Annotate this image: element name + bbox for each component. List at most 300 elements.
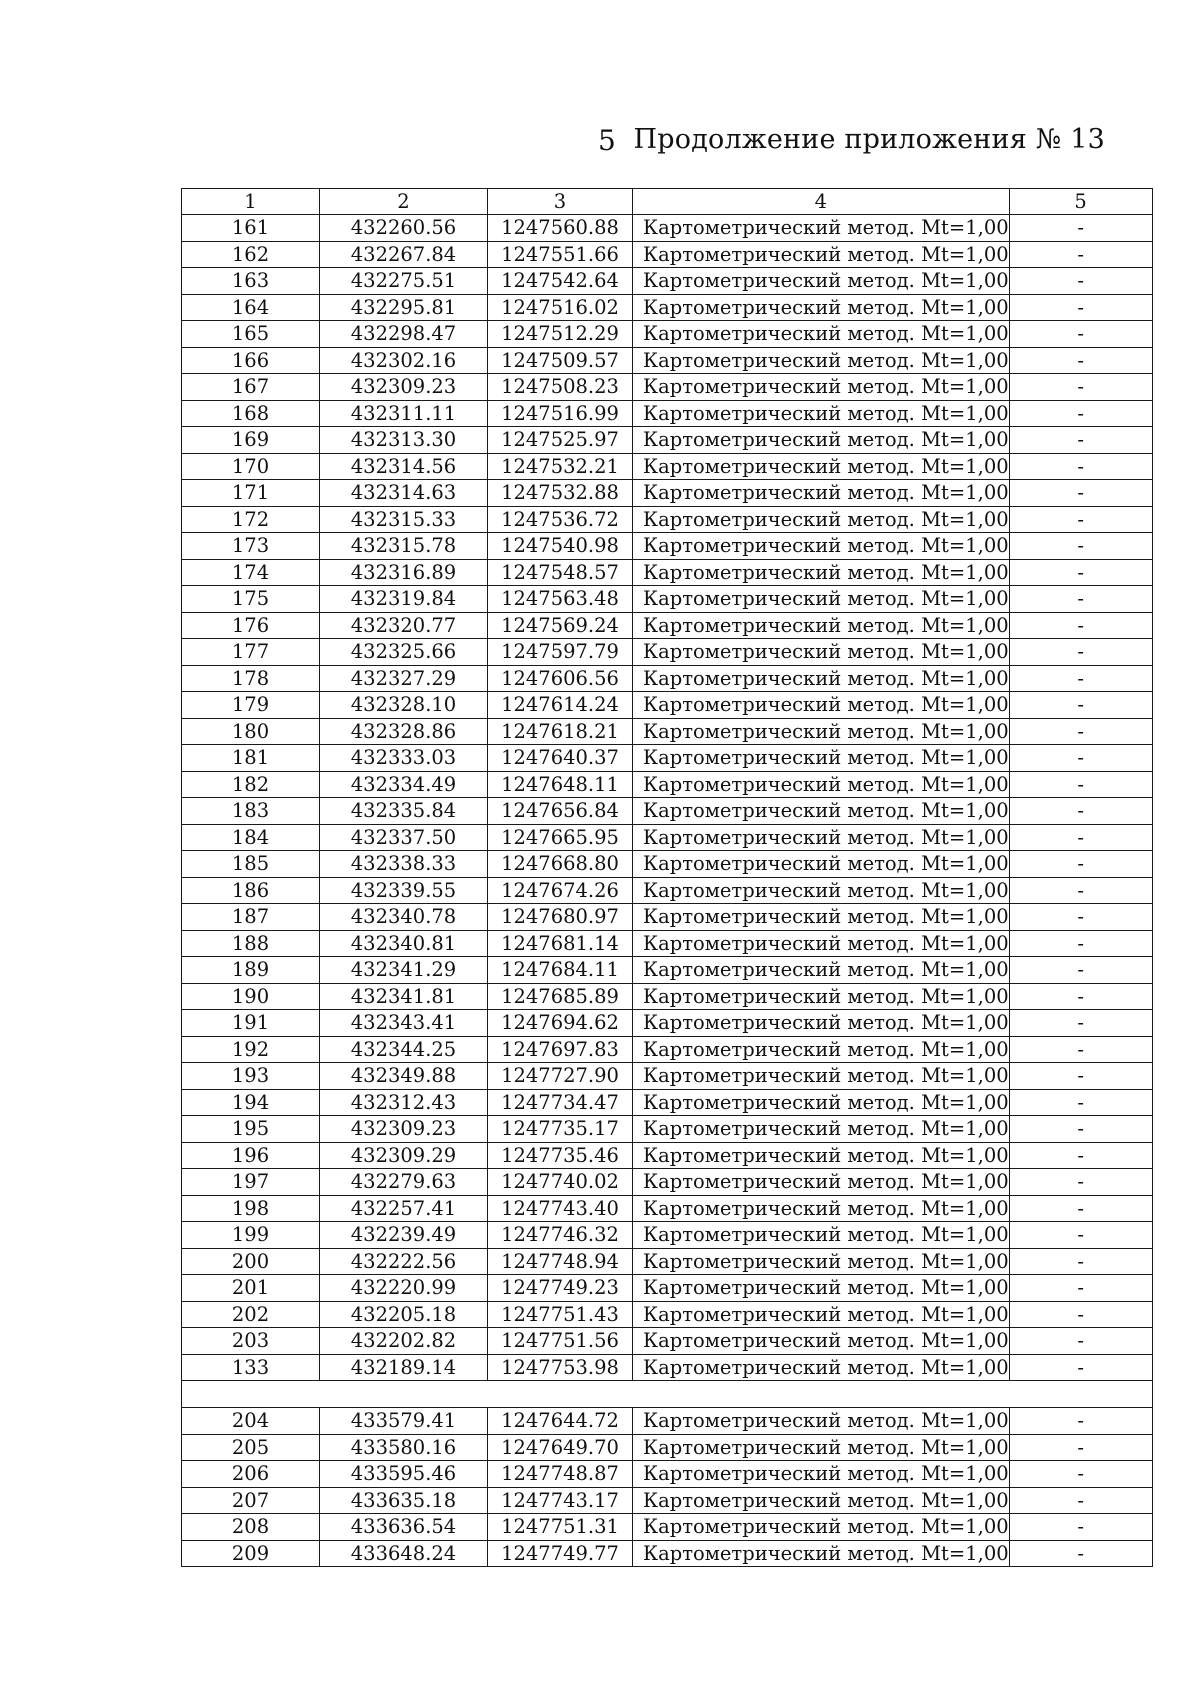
coord-y: 1247606.56	[488, 665, 633, 692]
coord-y: 1247532.88	[488, 480, 633, 507]
coord-y: 1247668.80	[488, 851, 633, 878]
method-description: Картометрический метод. Mt=1,00	[633, 692, 1010, 719]
coord-y: 1247734.47	[488, 1089, 633, 1116]
table-row	[182, 1116, 1153, 1143]
point-number: 208	[182, 1514, 320, 1541]
table-row	[182, 374, 1153, 401]
group-separator-cell	[182, 1381, 1153, 1408]
coord-y: 1247516.99	[488, 400, 633, 427]
point-number: 181	[182, 745, 320, 772]
page-header: Продолжение приложения № 13	[633, 124, 1105, 155]
extra-value: -	[1009, 665, 1152, 692]
extra-value: -	[1009, 745, 1152, 772]
point-number: 169	[182, 427, 320, 454]
table-row	[182, 586, 1153, 613]
extra-value: -	[1009, 1487, 1152, 1514]
method-description: Картометрический метод. Mt=1,00	[633, 268, 1010, 295]
point-number: 163	[182, 268, 320, 295]
method-description: Картометрический метод. Mt=1,00	[633, 1063, 1010, 1090]
coord-y: 1247614.24	[488, 692, 633, 719]
table-row	[182, 877, 1153, 904]
coord-y: 1247656.84	[488, 798, 633, 825]
table-row	[182, 241, 1153, 268]
table-row	[182, 639, 1153, 666]
coord-x: 432309.23	[320, 1116, 488, 1143]
coord-y: 1247753.98	[488, 1354, 633, 1381]
extra-value: -	[1009, 1408, 1152, 1435]
point-number: 175	[182, 586, 320, 613]
coord-y: 1247509.57	[488, 347, 633, 374]
coord-x: 432320.77	[320, 612, 488, 639]
table-row	[182, 1089, 1153, 1116]
table-row	[182, 347, 1153, 374]
method-description: Картометрический метод. Mt=1,00	[633, 1142, 1010, 1169]
point-number: 204	[182, 1408, 320, 1435]
coord-y: 1247743.40	[488, 1195, 633, 1222]
coord-y: 1247697.83	[488, 1036, 633, 1063]
method-description: Картометрический метод. Mt=1,00	[633, 215, 1010, 242]
coord-y: 1247684.11	[488, 957, 633, 984]
coord-y: 1247748.87	[488, 1461, 633, 1488]
coord-y: 1247749.77	[488, 1540, 633, 1567]
coord-x: 432314.56	[320, 453, 488, 480]
coord-y: 1247681.14	[488, 930, 633, 957]
coord-x: 432315.33	[320, 506, 488, 533]
table-row	[182, 1275, 1153, 1302]
extra-value: -	[1009, 1036, 1152, 1063]
point-number: 201	[182, 1275, 320, 1302]
table-row	[182, 1434, 1153, 1461]
table-row	[182, 506, 1153, 533]
extra-value: -	[1009, 1142, 1152, 1169]
method-description: Картометрический метод. Mt=1,00	[633, 241, 1010, 268]
coord-x: 432339.55	[320, 877, 488, 904]
coord-y: 1247516.02	[488, 294, 633, 321]
coord-y: 1247540.98	[488, 533, 633, 560]
coord-y: 1247727.90	[488, 1063, 633, 1090]
table-row	[182, 824, 1153, 851]
extra-value: -	[1009, 851, 1152, 878]
coord-x: 432333.03	[320, 745, 488, 772]
extra-value: -	[1009, 559, 1152, 586]
coord-y: 1247618.21	[488, 718, 633, 745]
point-number: 164	[182, 294, 320, 321]
table-row	[182, 930, 1153, 957]
extra-value: -	[1009, 586, 1152, 613]
method-description: Картометрический метод. Mt=1,00	[633, 1487, 1010, 1514]
method-description: Картометрический метод. Mt=1,00	[633, 586, 1010, 613]
method-description: Картометрический метод. Mt=1,00	[633, 930, 1010, 957]
point-number: 192	[182, 1036, 320, 1063]
coord-y: 1247648.11	[488, 771, 633, 798]
column-header: 5	[1009, 189, 1152, 215]
point-number: 161	[182, 215, 320, 242]
method-description: Картометрический метод. Mt=1,00	[633, 824, 1010, 851]
extra-value: -	[1009, 427, 1152, 454]
method-description: Картометрический метод. Mt=1,00	[633, 400, 1010, 427]
coord-y: 1247665.95	[488, 824, 633, 851]
method-description: Картометрический метод. Mt=1,00	[633, 718, 1010, 745]
extra-value: -	[1009, 798, 1152, 825]
table-row	[182, 1301, 1153, 1328]
point-number: 173	[182, 533, 320, 560]
extra-value: -	[1009, 268, 1152, 295]
point-number: 195	[182, 1116, 320, 1143]
extra-value: -	[1009, 1222, 1152, 1249]
coord-y: 1247735.17	[488, 1116, 633, 1143]
coord-y: 1247746.32	[488, 1222, 633, 1249]
method-description: Картометрический метод. Mt=1,00	[633, 480, 1010, 507]
point-number: 174	[182, 559, 320, 586]
page-number: 5	[598, 124, 616, 157]
method-description: Картометрический метод. Mt=1,00	[633, 745, 1010, 772]
method-description: Картометрический метод. Mt=1,00	[633, 1275, 1010, 1302]
extra-value: -	[1009, 1063, 1152, 1090]
table-row	[182, 1328, 1153, 1355]
coord-x: 433635.18	[320, 1487, 488, 1514]
coord-y: 1247548.57	[488, 559, 633, 586]
method-description: Картометрический метод. Mt=1,00	[633, 1514, 1010, 1541]
point-number: 196	[182, 1142, 320, 1169]
table-row	[182, 771, 1153, 798]
point-number: 179	[182, 692, 320, 719]
coord-x: 432319.84	[320, 586, 488, 613]
point-number: 191	[182, 1010, 320, 1037]
table-row	[182, 400, 1153, 427]
point-number: 180	[182, 718, 320, 745]
table-row	[182, 692, 1153, 719]
method-description: Картометрический метод. Mt=1,00	[633, 1010, 1010, 1037]
method-description: Картометрический метод. Mt=1,00	[633, 347, 1010, 374]
coord-y: 1247644.72	[488, 1408, 633, 1435]
method-description: Картометрический метод. Mt=1,00	[633, 453, 1010, 480]
extra-value: -	[1009, 533, 1152, 560]
point-number: 206	[182, 1461, 320, 1488]
table-row	[182, 1036, 1153, 1063]
coord-x: 432340.78	[320, 904, 488, 931]
extra-value: -	[1009, 400, 1152, 427]
method-description: Картометрический метод. Mt=1,00	[633, 1434, 1010, 1461]
table-row	[182, 294, 1153, 321]
method-description: Картометрический метод. Mt=1,00	[633, 665, 1010, 692]
coord-x: 432328.10	[320, 692, 488, 719]
coord-x: 432279.63	[320, 1169, 488, 1196]
coord-y: 1247680.97	[488, 904, 633, 931]
method-description: Картометрический метод. Mt=1,00	[633, 1354, 1010, 1381]
table-row	[182, 1461, 1153, 1488]
extra-value: -	[1009, 1089, 1152, 1116]
group-separator-row	[182, 1381, 1153, 1408]
table-row	[182, 1063, 1153, 1090]
coordinates-table	[181, 188, 1153, 1567]
point-number: 172	[182, 506, 320, 533]
coord-y: 1247751.43	[488, 1301, 633, 1328]
method-description: Картометрический метод. Mt=1,00	[633, 957, 1010, 984]
coord-x: 433636.54	[320, 1514, 488, 1541]
extra-value: -	[1009, 1540, 1152, 1567]
point-number: 203	[182, 1328, 320, 1355]
point-number: 185	[182, 851, 320, 878]
coord-x: 432222.56	[320, 1248, 488, 1275]
coord-x: 432275.51	[320, 268, 488, 295]
method-description: Картометрический метод. Mt=1,00	[633, 983, 1010, 1010]
table-row	[182, 215, 1153, 242]
point-number: 205	[182, 1434, 320, 1461]
coord-y: 1247525.97	[488, 427, 633, 454]
extra-value: -	[1009, 1010, 1152, 1037]
table-row	[182, 612, 1153, 639]
coord-x: 432349.88	[320, 1063, 488, 1090]
coord-y: 1247749.23	[488, 1275, 633, 1302]
coord-y: 1247735.46	[488, 1142, 633, 1169]
method-description: Картометрический метод. Mt=1,00	[633, 1195, 1010, 1222]
extra-value: -	[1009, 930, 1152, 957]
extra-value: -	[1009, 453, 1152, 480]
extra-value: -	[1009, 215, 1152, 242]
table-row	[182, 1142, 1153, 1169]
table-row	[182, 1010, 1153, 1037]
extra-value: -	[1009, 294, 1152, 321]
coord-x: 432298.47	[320, 321, 488, 348]
coord-x: 432295.81	[320, 294, 488, 321]
extra-value: -	[1009, 824, 1152, 851]
coord-x: 432260.56	[320, 215, 488, 242]
coord-y: 1247751.31	[488, 1514, 633, 1541]
coord-x: 433579.41	[320, 1408, 488, 1435]
point-number: 167	[182, 374, 320, 401]
method-description: Картометрический метод. Mt=1,00	[633, 1248, 1010, 1275]
table-row	[182, 1408, 1153, 1435]
method-description: Картометрический метод. Mt=1,00	[633, 1540, 1010, 1567]
table-header-row	[182, 189, 1153, 215]
extra-value: -	[1009, 1328, 1152, 1355]
coord-y: 1247649.70	[488, 1434, 633, 1461]
table-row	[182, 1169, 1153, 1196]
method-description: Картометрический метод. Mt=1,00	[633, 427, 1010, 454]
coord-y: 1247597.79	[488, 639, 633, 666]
extra-value: -	[1009, 1301, 1152, 1328]
method-description: Картометрический метод. Mt=1,00	[633, 1169, 1010, 1196]
coord-x: 432189.14	[320, 1354, 488, 1381]
coord-x: 432316.89	[320, 559, 488, 586]
coord-x: 432312.43	[320, 1089, 488, 1116]
extra-value: -	[1009, 347, 1152, 374]
table-row	[182, 321, 1153, 348]
coord-x: 432309.23	[320, 374, 488, 401]
extra-value: -	[1009, 1461, 1152, 1488]
table-row	[182, 533, 1153, 560]
coord-y: 1247751.56	[488, 1328, 633, 1355]
coord-y: 1247640.37	[488, 745, 633, 772]
coord-x: 432334.49	[320, 771, 488, 798]
method-description: Картометрический метод. Mt=1,00	[633, 1089, 1010, 1116]
extra-value: -	[1009, 1354, 1152, 1381]
extra-value: -	[1009, 1116, 1152, 1143]
extra-value: -	[1009, 1434, 1152, 1461]
extra-value: -	[1009, 1169, 1152, 1196]
coord-y: 1247563.48	[488, 586, 633, 613]
coord-x: 432337.50	[320, 824, 488, 851]
coord-x: 433648.24	[320, 1540, 488, 1567]
method-description: Картометрический метод. Mt=1,00	[633, 559, 1010, 586]
point-number: 183	[182, 798, 320, 825]
method-description: Картометрический метод. Mt=1,00	[633, 506, 1010, 533]
table-row	[182, 957, 1153, 984]
method-description: Картометрический метод. Mt=1,00	[633, 294, 1010, 321]
point-number: 202	[182, 1301, 320, 1328]
method-description: Картометрический метод. Mt=1,00	[633, 1222, 1010, 1249]
coord-x: 432335.84	[320, 798, 488, 825]
point-number: 133	[182, 1354, 320, 1381]
extra-value: -	[1009, 718, 1152, 745]
point-number: 193	[182, 1063, 320, 1090]
column-header: 2	[320, 189, 488, 215]
point-number: 200	[182, 1248, 320, 1275]
point-number: 207	[182, 1487, 320, 1514]
table-row	[182, 1354, 1153, 1381]
table-row	[182, 427, 1153, 454]
coord-y: 1247532.21	[488, 453, 633, 480]
coord-x: 432302.16	[320, 347, 488, 374]
coord-y: 1247560.88	[488, 215, 633, 242]
table-row	[182, 268, 1153, 295]
point-number: 190	[182, 983, 320, 1010]
method-description: Картометрический метод. Mt=1,00	[633, 1408, 1010, 1435]
point-number: 187	[182, 904, 320, 931]
coord-x: 432314.63	[320, 480, 488, 507]
coord-x: 432343.41	[320, 1010, 488, 1037]
coord-x: 433580.16	[320, 1434, 488, 1461]
coord-x: 432313.30	[320, 427, 488, 454]
point-number: 165	[182, 321, 320, 348]
coord-x: 432341.81	[320, 983, 488, 1010]
table-row	[182, 665, 1153, 692]
method-description: Картометрический метод. Mt=1,00	[633, 533, 1010, 560]
coord-y: 1247674.26	[488, 877, 633, 904]
extra-value: -	[1009, 957, 1152, 984]
point-number: 189	[182, 957, 320, 984]
table-row	[182, 1540, 1153, 1567]
coord-y: 1247748.94	[488, 1248, 633, 1275]
method-description: Картометрический метод. Mt=1,00	[633, 321, 1010, 348]
table-row	[182, 1222, 1153, 1249]
coord-y: 1247551.66	[488, 241, 633, 268]
extra-value: -	[1009, 771, 1152, 798]
point-number: 166	[182, 347, 320, 374]
table-row	[182, 1248, 1153, 1275]
method-description: Картометрический метод. Mt=1,00	[633, 771, 1010, 798]
extra-value: -	[1009, 321, 1152, 348]
coord-y: 1247685.89	[488, 983, 633, 1010]
extra-value: -	[1009, 877, 1152, 904]
coord-x: 432327.29	[320, 665, 488, 692]
point-number: 186	[182, 877, 320, 904]
extra-value: -	[1009, 374, 1152, 401]
extra-value: -	[1009, 639, 1152, 666]
extra-value: -	[1009, 1514, 1152, 1541]
point-number: 209	[182, 1540, 320, 1567]
method-description: Картометрический метод. Mt=1,00	[633, 798, 1010, 825]
coord-x: 432267.84	[320, 241, 488, 268]
table-row	[182, 480, 1153, 507]
extra-value: -	[1009, 1275, 1152, 1302]
coord-x: 432340.81	[320, 930, 488, 957]
point-number: 184	[182, 824, 320, 851]
coord-x: 432205.18	[320, 1301, 488, 1328]
table-row	[182, 1195, 1153, 1222]
table-row	[182, 453, 1153, 480]
coord-y: 1247569.24	[488, 612, 633, 639]
coord-y: 1247740.02	[488, 1169, 633, 1196]
coord-x: 432257.41	[320, 1195, 488, 1222]
extra-value: -	[1009, 506, 1152, 533]
coord-x: 432311.11	[320, 400, 488, 427]
coord-x: 432344.25	[320, 1036, 488, 1063]
column-header: 3	[488, 189, 633, 215]
table-row	[182, 1487, 1153, 1514]
extra-value: -	[1009, 692, 1152, 719]
point-number: 188	[182, 930, 320, 957]
point-number: 197	[182, 1169, 320, 1196]
method-description: Картометрический метод. Mt=1,00	[633, 904, 1010, 931]
table-row	[182, 904, 1153, 931]
method-description: Картометрический метод. Mt=1,00	[633, 639, 1010, 666]
extra-value: -	[1009, 241, 1152, 268]
method-description: Картометрический метод. Mt=1,00	[633, 374, 1010, 401]
coord-x: 432220.99	[320, 1275, 488, 1302]
coord-y: 1247694.62	[488, 1010, 633, 1037]
table-row	[182, 1514, 1153, 1541]
point-number: 178	[182, 665, 320, 692]
column-header: 4	[633, 189, 1010, 215]
point-number: 171	[182, 480, 320, 507]
point-number: 162	[182, 241, 320, 268]
point-number: 198	[182, 1195, 320, 1222]
coord-x: 433595.46	[320, 1461, 488, 1488]
extra-value: -	[1009, 983, 1152, 1010]
coord-y: 1247542.64	[488, 268, 633, 295]
coord-x: 432325.66	[320, 639, 488, 666]
table-row	[182, 851, 1153, 878]
table-row	[182, 745, 1153, 772]
coord-x: 432338.33	[320, 851, 488, 878]
point-number: 168	[182, 400, 320, 427]
extra-value: -	[1009, 904, 1152, 931]
point-number: 199	[182, 1222, 320, 1249]
table-row	[182, 559, 1153, 586]
coord-y: 1247512.29	[488, 321, 633, 348]
method-description: Картометрический метод. Mt=1,00	[633, 1301, 1010, 1328]
coord-x: 432328.86	[320, 718, 488, 745]
coord-y: 1247743.17	[488, 1487, 633, 1514]
point-number: 170	[182, 453, 320, 480]
method-description: Картометрический метод. Mt=1,00	[633, 1036, 1010, 1063]
table-row	[182, 983, 1153, 1010]
extra-value: -	[1009, 480, 1152, 507]
method-description: Картометрический метод. Mt=1,00	[633, 877, 1010, 904]
coord-x: 432239.49	[320, 1222, 488, 1249]
method-description: Картометрический метод. Mt=1,00	[633, 612, 1010, 639]
method-description: Картометрический метод. Mt=1,00	[633, 1328, 1010, 1355]
coord-x: 432202.82	[320, 1328, 488, 1355]
point-number: 176	[182, 612, 320, 639]
point-number: 194	[182, 1089, 320, 1116]
extra-value: -	[1009, 612, 1152, 639]
point-number: 177	[182, 639, 320, 666]
table-row	[182, 718, 1153, 745]
table-row	[182, 798, 1153, 825]
method-description: Картометрический метод. Mt=1,00	[633, 851, 1010, 878]
